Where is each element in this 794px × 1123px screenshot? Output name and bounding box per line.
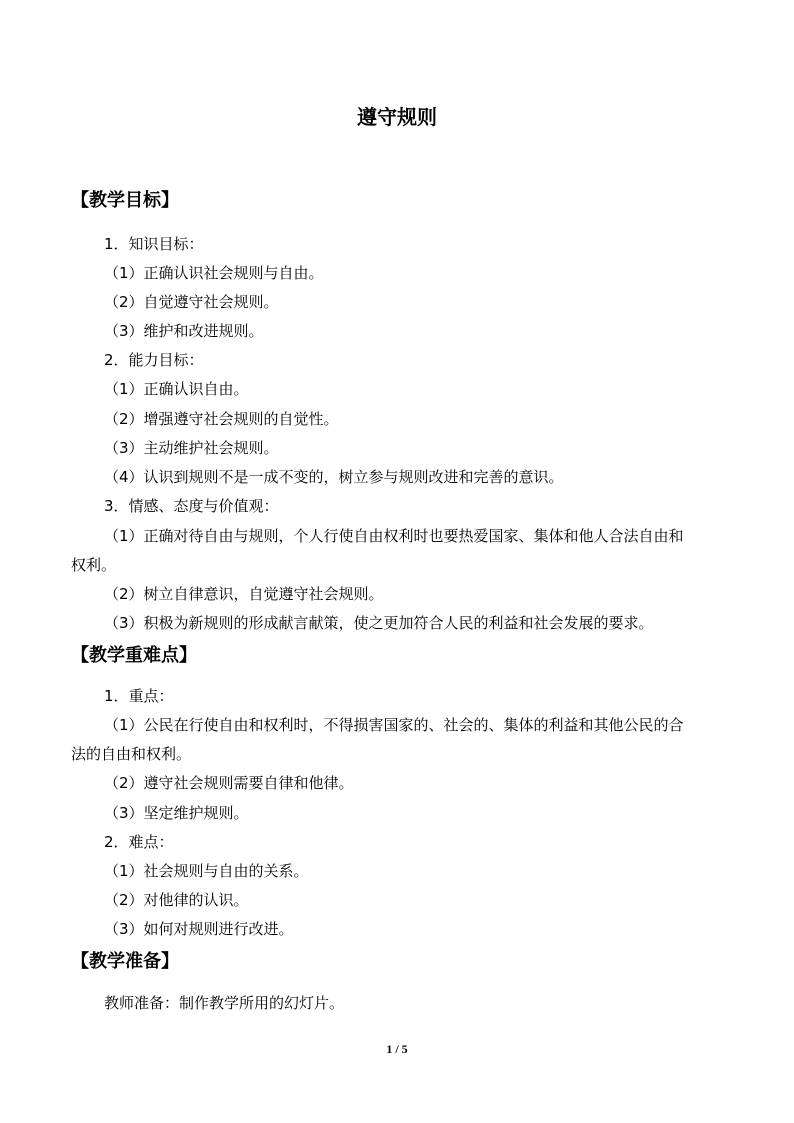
section-heading-preparation: 【教学准备】 <box>71 951 179 972</box>
ability-goal-item: （2）增强遵守社会规则的自觉性。 <box>104 410 339 428</box>
difficulty-label: 2．难点： <box>104 833 174 851</box>
document-title: 遵守规则 <box>357 105 437 129</box>
ability-goal-item: （3）主动维护社会规则。 <box>104 439 279 457</box>
knowledge-goal-item: （2）自觉遵守社会规则。 <box>104 293 279 311</box>
focus-item: （3）坚定维护规则。 <box>104 804 249 822</box>
focus-item: （2）遵守社会规则需要自律和他律。 <box>104 774 354 792</box>
section-heading-goals: 【教学目标】 <box>71 190 179 211</box>
difficulty-item: （1）社会规则与自由的关系。 <box>104 862 309 880</box>
page-number: 1 / 5 <box>386 1042 408 1056</box>
emotion-goal-item-line: （1）正确对待自由与规则，个人行使自由权利时也要热爱国家、集体和他人合法自由和 <box>104 527 684 545</box>
focus-item-line: 法的自由和权利。 <box>71 745 192 763</box>
preparation-text: 教师准备：制作教学所用的幻灯片。 <box>104 994 345 1012</box>
focus-item-line: （1）公民在行使自由和权利时，不得损害国家的、社会的、集体的利益和其他公民的合 <box>104 716 684 734</box>
focus-label: 1．重点： <box>104 687 174 705</box>
difficulty-item: （3）如何对规则进行改进。 <box>104 920 294 938</box>
emotion-goal-item-line: 权利。 <box>71 556 117 574</box>
knowledge-goal-label: 1．知识目标： <box>104 235 204 253</box>
knowledge-goal-item: （1）正确认识社会规则与自由。 <box>104 264 324 282</box>
emotion-goal-label: 3．情感、态度与价值观： <box>104 497 279 515</box>
ability-goal-item: （1）正确认识自由。 <box>104 380 249 398</box>
emotion-goal-item: （3）积极为新规则的形成献言献策，使之更加符合人民的利益和社会发展的要求。 <box>104 614 654 632</box>
emotion-goal-item: （2）树立自律意识，自觉遵守社会规则。 <box>104 585 384 603</box>
difficulty-item: （2）对他律的认识。 <box>104 891 249 909</box>
ability-goal-label: 2．能力目标： <box>104 351 204 369</box>
knowledge-goal-item: （3）维护和改进规则。 <box>104 322 264 340</box>
ability-goal-item: （4）认识到规则不是一成不变的，树立参与规则改进和完善的意识。 <box>104 468 564 486</box>
section-heading-key-points: 【教学重难点】 <box>71 645 197 666</box>
